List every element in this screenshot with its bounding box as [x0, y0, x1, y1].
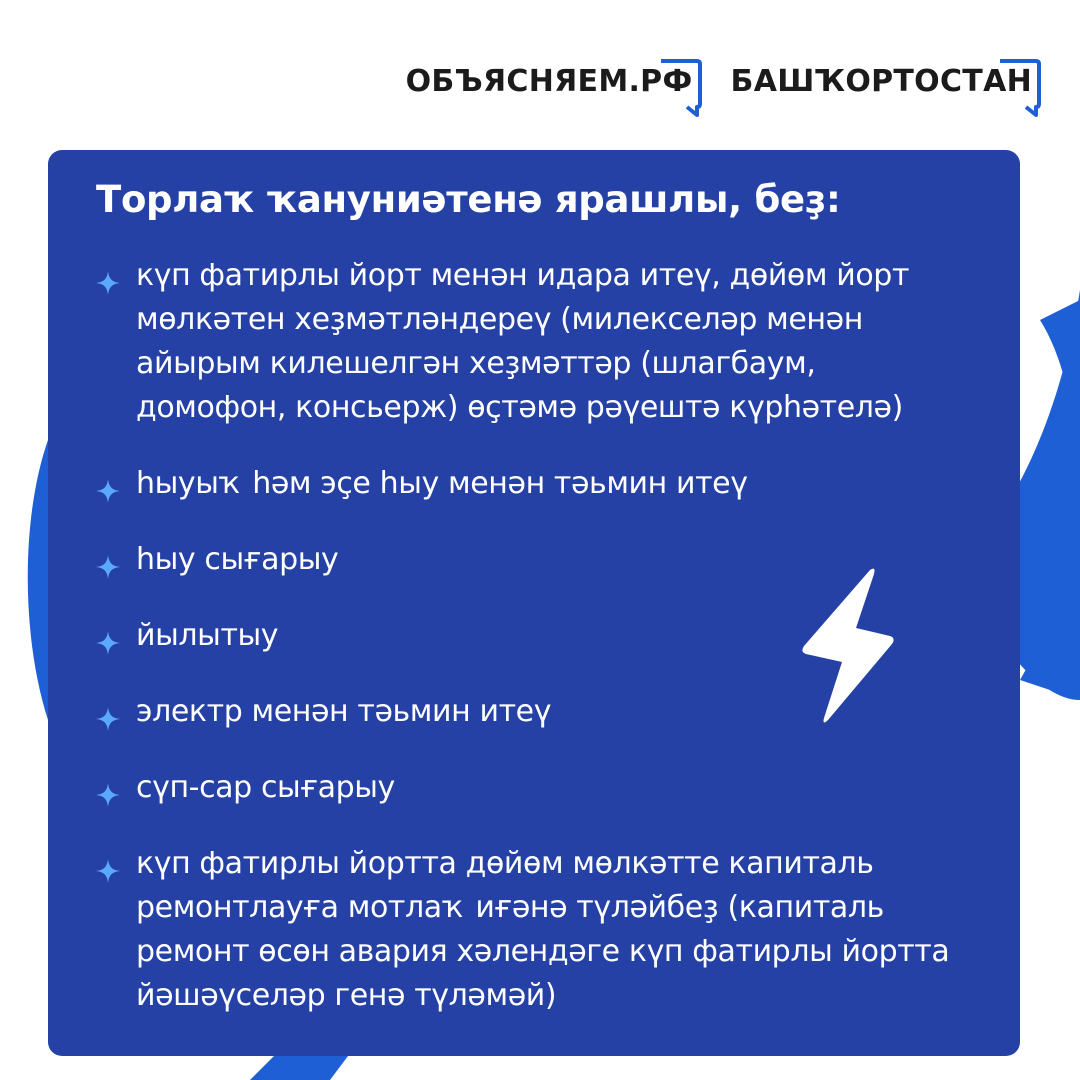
sparkle-star-icon: [96, 700, 120, 724]
brand-obyasnyaem[interactable]: [400, 62, 699, 103]
list-item-text: күп фатирлы йортта дөйөм мөлкәтте капиталь ремонтлауға мотлаҡ иғәнә түләйбеҙ (капиталь ремонт өсөн авария хәлендәге күп фатирлы йортта йәшәүселәр генә түләмәй): [136, 846, 950, 1013]
sparkle-star-icon: [96, 776, 120, 800]
sparkle-star-icon: [96, 548, 120, 572]
sparkle-star-icon: [96, 472, 120, 496]
list-item: [96, 842, 996, 1018]
sparkle-star-icon: [96, 264, 120, 288]
brand-bashkortostan[interactable]: [725, 62, 1038, 103]
list-item-text: күп фатирлы йорт менән идара итеү, дөйөм йорт мөлкәтен хеҙмәтләндереү (милекселәр менән айырым килешелгән хеҙмәттәр (шлагбаум, домофон, консьерж) өҫтәмә рәүештә күрһәтелә): [136, 258, 910, 425]
list-item-text: сүп-сар сығарыу: [136, 770, 395, 805]
list-item-text: һыу сығарыу: [136, 542, 339, 577]
card-title: Торлаҡ ҡануниәтенә ярашлы, беҙ:: [96, 178, 841, 221]
list-item: [96, 254, 996, 430]
sparkle-star-icon: [96, 852, 120, 876]
brand-header: [400, 62, 1038, 103]
sparkle-star-icon: [96, 624, 120, 648]
list-item: [96, 462, 996, 506]
left-arc-shape: [28, 440, 48, 720]
list-item-text: йылытыу: [136, 618, 279, 653]
list-item-text: электр менән тәьмин итеү: [136, 694, 552, 729]
list-item-text: һыуыҡ һәм эҫе һыу менән тәьмин итеү: [136, 466, 748, 501]
brand-primary-label: ОБЪЯСНЯЕМ.РФ: [405, 64, 693, 99]
lightning-bolt-icon: [798, 566, 896, 726]
brand-secondary-label: БАШҠОРТОСТАН: [730, 64, 1032, 99]
list-item: [96, 766, 996, 810]
